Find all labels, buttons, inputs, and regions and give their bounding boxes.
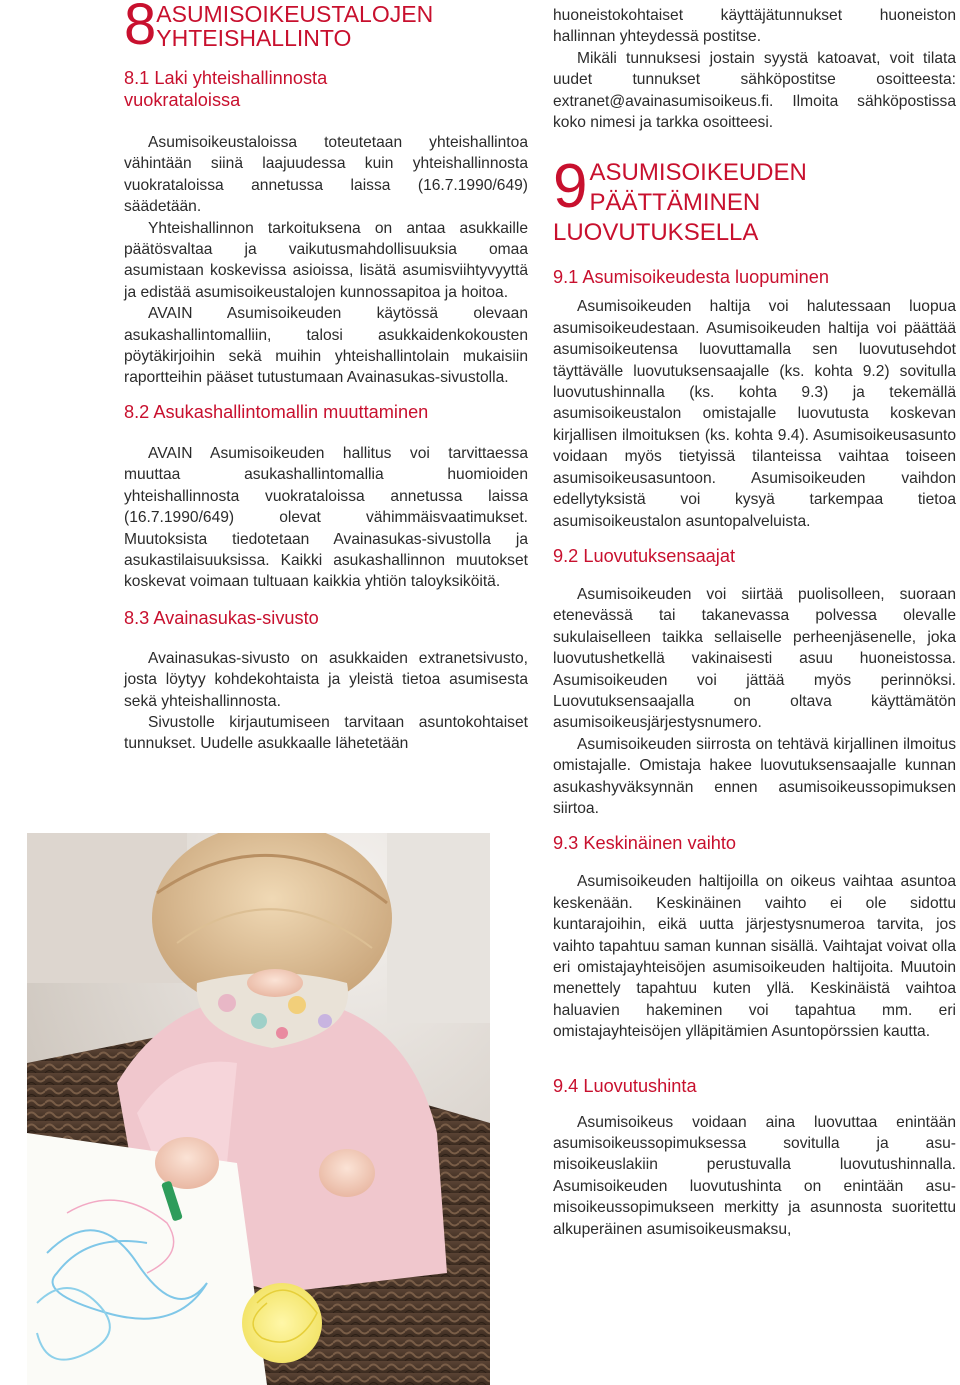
chapter-title: ASUMISOIKEUSTALOJEN YHTEISHALLINTO <box>156 1 434 51</box>
paragraph: Mikäli tunnuksesi jostain syystä katoavat, voit tilata uudet tunnukset sähköpostitse osoitteesta: extranet@avainasumisoikeus.fi. Ilmoita sähköpostissa koko nimesi ja tarkka osoitteesi. <box>553 49 956 132</box>
chapter-number: 9 <box>553 152 586 222</box>
chapter-number: 8 <box>124 0 155 57</box>
paragraph: Asumisoikeus voidaan aina luovuttaa enintään asumisoikeussopimuksessa sovitulla ja asumisoikeuslakiin perustuvalla luovutushinnalla. Asumisoikeuden luovutushinta on enintään asumisoikeussopimukseen merkitty ja asunnosta suoritettu alkuperäinen asumisoikeusmaksu, <box>553 1113 956 1238</box>
paragraph: AVAIN Asumisoikeuden hallitus voi tarvittaessa muuttaa asukashallintomallia huomioiden yhteishallinnosta vuokrataloissa annetussa laissa (16.7.1990/649) olevat vähimmäisvaatimukset. Muutoksista tiedotetaan Avainasukas-sivustolla ja asukastilaisuuksissa. Kaikki asukashallinnon muutokset koskevat voimaan tultuaan kaikkia yhtiön taloyksiköitä. <box>124 444 528 591</box>
paragraph: Asumisoikeustaloissa toteutetaan yhteishallintoa vähintään siinä laajuudessa kuin yhteishallinnosta vuokrataloissa annetussa laissa (16.7.1990/649) säädetään. <box>124 134 528 216</box>
paragraph: Avainasukas-sivusto on asukkaiden extranetsivusto, josta löytyy kohdekohtaista ja yleistä tietoa asumisesta sekä yhteishallinnosta. <box>124 649 528 710</box>
paragraph: Asumisoikeuden voi siirtää puolisolleen, suoraan etenevässä tai takanevassa polvessa olevalle sukulaiselleen taikka sellaiselle perheenjäsenelle, joka luovutushetkellä vakinaisesti asuu huoneistossa. Asumisoikeuden voi jättää myös perinnöksi. Luovutuksensaajalla on oltava käyttämätön asumisoikeusjärjestysnumero. <box>553 585 956 732</box>
chapter-title: ASUMISOIKEUDEN PÄÄTTÄMINEN <box>589 159 807 217</box>
section-9-1-title: 9.1 Asumisoikeudesta luopuminen <box>553 267 830 288</box>
paragraph: huoneistokohtaiset käyttäjätunnukset huoneiston hallinnan yhteydessä postitse. <box>553 7 956 46</box>
section-8-3-title: 8.3 Avainasukas-sivusto <box>124 607 319 628</box>
paragraph: Yhteishallinnon tarkoituksena on antaa asukkaille päätösvaltaa ja vaikutusmahdollisuuksia omaa asumistaan koskevissa asioissa, lisätä asumisviihtyvyyttä ja edistää asumisoikeustalojen kunnossapitoa ja hoitoa. <box>124 219 528 301</box>
left-column <box>124 0 528 755</box>
section-8-1-title: 8.1 Laki yhteishallinnosta vuokrataloissa <box>124 68 328 110</box>
paragraph: Asumisoikeuden haltija voi halutessaan luopua asumisoikeudestaan. Asumisoikeuden haltija voi päättää asumisoikeutensa luovuttamalla sen luovutusehdot täyttävälle luovutuksensaajalle (ks. kohta 9.2) sovitulla luovutushinnalla (ks. kohta 9.3) ja tekemällä asumisoikeustalon omistajalle luovutusta koskevan kirjallisen ilmoituksen (ks. kohta 9.4). Asumisoikeusasunto voidaan myös tietyissä tilanteissa vaihtaa toiseen asumisoikeusasuntoon. Asumisoikeuden vaihdon edellytyksistä voi kysyä tarkempaa tietoa asumisoikeustalon asuntopalveluista. <box>553 298 956 530</box>
right-column <box>553 0 956 1240</box>
section-9-3-title: 9.3 Keskinäinen vaihto <box>553 833 737 854</box>
chapter-9-title-line3: LUOVUTUKSELLA <box>553 219 759 247</box>
child-drawing-photo <box>27 833 490 1385</box>
paragraph: Asumisoikeuden siirrosta on tehtävä kirjallinen ilmoitus omistajalle. Omistaja hakee luovutuksensaajalle kunnan asukashyväksynnän ennen asumisoikeussopimuksen siirtoa. <box>553 735 956 817</box>
section-9-4-title: 9.4 Luovutushinta <box>553 1075 697 1096</box>
section-9-2-title: 9.2 Luovutuksensaajat <box>553 545 736 566</box>
chapter-8-heading <box>124 0 528 57</box>
paragraph: Asumisoikeuden haltijoilla on oikeus vaihtaa asuntoa keskenään. Keskinäinen vaihto ei ole sidottu kuntarajoihin, eikä uutta järjestysnumeroa tarvita, jos vaihto tapahtuu saman kunnan sisällä. Vaihtajat voivat olla eri omistajayhteisöjen asumisoikeuden haltijoita. Muutoin menettely tapahtuu kuten yllä. Keskinäistä vaihtoa haluavien hakeminen voi tapahtua mm. eri omistajayhteisöjen ylläpitämien Asuntopörssien kautta. <box>553 873 956 1041</box>
section-8-2-title: 8.2 Asukashallintomallin muuttaminen <box>124 401 429 422</box>
chapter-9-heading <box>553 152 956 222</box>
paragraph: AVAIN Asumisoikeuden käytössä olevaan asukashallintomalliin, talosi asukkaidenkokousten pöytäkirjoihin sekä muihin yhteishallintolain mukaisiin raportteihin pääset tutustumaan Avainasukas-sivustolla. <box>124 305 528 387</box>
paragraph: Sivustolle kirjautumiseen tarvitaan asuntokohtaiset tunnukset. Uudelle asukkaalle lähetetään <box>124 713 528 753</box>
